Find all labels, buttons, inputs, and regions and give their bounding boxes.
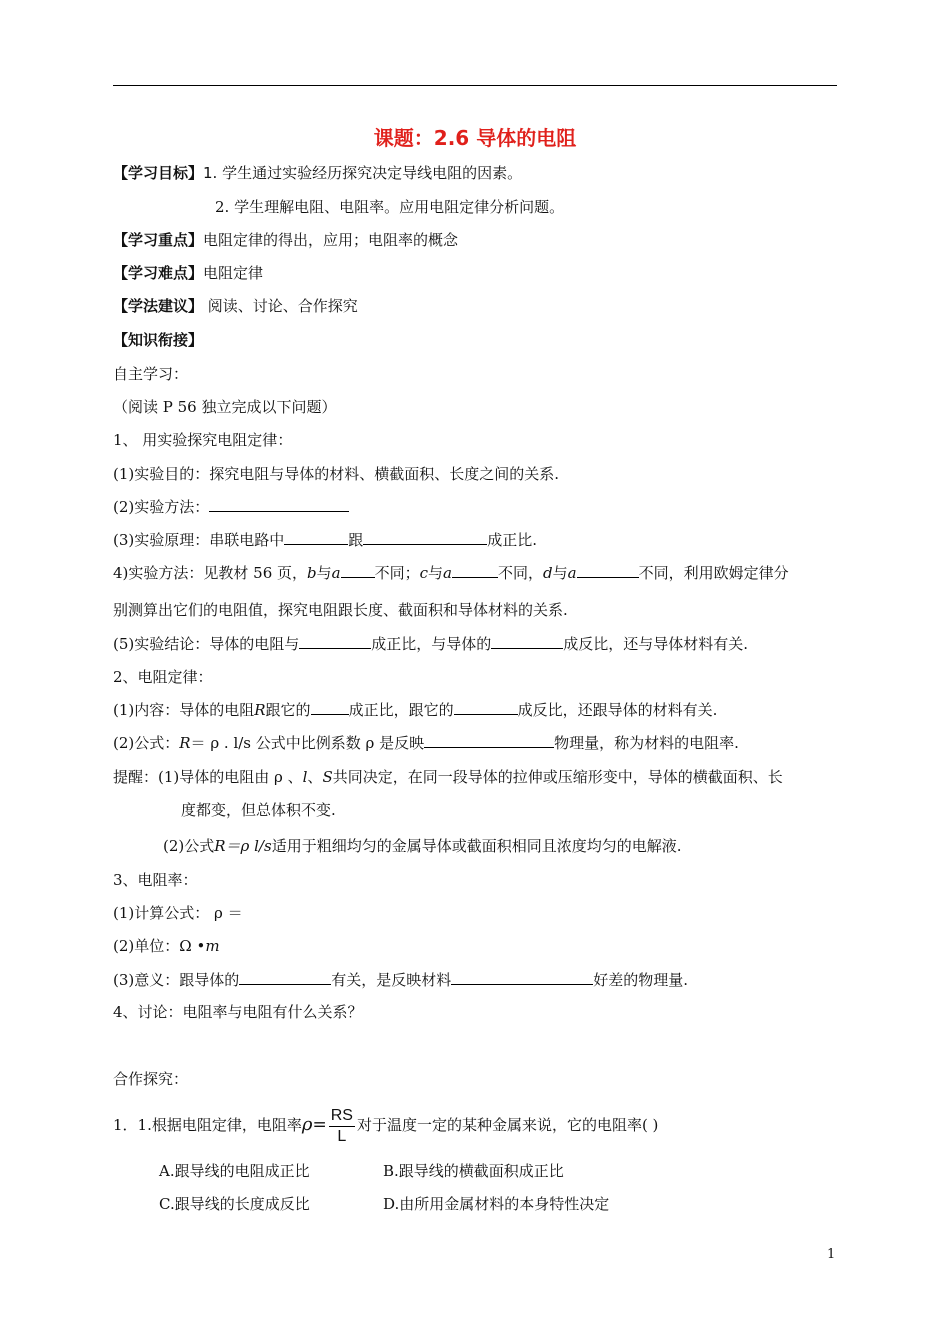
answer-blank[interactable]	[299, 634, 371, 649]
method-text: 阅读、讨论、合作探究	[203, 297, 358, 315]
read-note: （阅读 P 56 独立完成以下问题）	[113, 398, 337, 416]
var-a: a	[331, 564, 341, 582]
answer-blank[interactable]	[341, 563, 375, 578]
option-c[interactable]: C.跟导线的长度成反比	[159, 1195, 310, 1213]
s1-line-1: (1)实验目的：探究电阻与导体的材料、横截面积、长度之间的关系.	[113, 465, 560, 483]
option-b[interactable]: B.跟导线的横截面积成正比	[383, 1162, 564, 1180]
section-1-heading: 1、 用实验探究电阻定律：	[113, 431, 293, 449]
s2-line-2-text-c: 物理量，称为材料的电阻率.	[554, 734, 739, 752]
s1-line-3-text-a: (3)实验原理：串联电路中	[113, 531, 285, 549]
answer-blank[interactable]	[284, 530, 348, 545]
answer-blank[interactable]	[363, 530, 487, 545]
answer-blank[interactable]	[577, 563, 639, 578]
connect-line	[113, 330, 203, 350]
answer-blank[interactable]	[452, 563, 498, 578]
page-number: 1	[827, 1247, 836, 1262]
section-4-heading: 4、讨论：电阻率与电阻有什么关系？	[113, 1003, 363, 1021]
var-l: l	[302, 768, 308, 786]
s2-tip2-text-b: 适用于粗细均匀的金属导体或截面积相同且浓度均匀的电解液.	[271, 837, 682, 855]
s2-line-1-text-a: (1)内容：导体的电阻	[113, 701, 255, 719]
s1-line-4-text-e: 不同，利用欧姆定律分	[638, 564, 789, 582]
s2-tip2-text-a: (2)公式	[163, 837, 215, 855]
s2-tip-sep: 、	[307, 768, 323, 786]
fraction	[329, 1106, 355, 1147]
var-s: S	[322, 768, 333, 786]
answer-blank[interactable]	[491, 634, 563, 649]
s1-line-4-text-a: 4)实验方法：见教材 56 页，	[113, 564, 308, 582]
rho-symbol: ρ	[301, 1114, 313, 1135]
s1-line-4-text-b3: 与	[552, 564, 568, 582]
s2-tip-text-c: 共同决定，在同一段导体的拉伸或压缩形变中，导体的横截面积、长	[332, 768, 783, 786]
var-b: b	[307, 564, 317, 582]
formula: R＝ρ l/s	[214, 837, 272, 855]
unit-m: m	[205, 937, 220, 955]
s1-line-3-text-b: 跟	[348, 531, 364, 549]
goals-line-1	[113, 163, 522, 183]
var-r: R	[254, 701, 266, 719]
method-line	[113, 296, 358, 316]
difficulty-text: 电阻定律	[203, 264, 264, 282]
difficulty-line	[113, 263, 263, 283]
header-rule	[113, 85, 837, 86]
answer-blank[interactable]	[451, 970, 593, 985]
fraction-denominator: L	[337, 1127, 347, 1145]
q1-stem-a: 1．1.根据电阻定律，电阻率	[113, 1116, 302, 1134]
s3-line-3-text-a: (3)意义：跟导体的	[113, 971, 240, 989]
s1-line-5: 别测算出它们的电阻值，探究电阻跟长度、截面积和导体材料的关系.	[113, 601, 568, 619]
var-a: a	[443, 564, 452, 582]
s1-line-6-text-b: 成正比，与导体的	[371, 635, 492, 653]
connect-label: 【知识衔接】	[113, 331, 204, 349]
s2-tip-text-a: 提醒：(1)导体的电阻由 ρ 、	[113, 768, 303, 786]
section-2-heading: 2、电阻定律：	[113, 668, 213, 686]
s2-tip-1-cont: 度都变，但总体积不变.	[181, 801, 336, 819]
s1-line-4	[113, 563, 789, 583]
var-d: d	[543, 564, 553, 582]
s1-line-2	[113, 497, 349, 517]
equals-sign: =	[312, 1115, 327, 1135]
s1-line-3	[113, 530, 537, 550]
option-d[interactable]: D.由所用金属材料的本身特性决定	[383, 1195, 610, 1213]
answer-blank[interactable]	[209, 497, 349, 512]
s2-line-2-text-a: (2)公式：	[113, 734, 180, 752]
s2-line-1-text-c: 成正比，跟它的	[348, 701, 454, 719]
s1-line-4-text-b: 与	[316, 564, 332, 582]
s2-tip-2	[163, 836, 681, 856]
s1-line-2-text: (2)实验方法：	[113, 498, 210, 516]
s3-line-3	[113, 970, 688, 990]
s2-line-1-text-b: 跟它的	[265, 701, 311, 719]
s2-line-2-text-b: ＝ ρ . l/s 公式中比例系数 ρ 是反映	[190, 734, 425, 752]
question-1-stem	[113, 1105, 658, 1145]
s2-line-1	[113, 700, 717, 720]
var-r: R	[179, 734, 191, 752]
answer-blank[interactable]	[311, 700, 349, 715]
s2-line-1-text-d: 成反比，还跟导体的材料有关.	[517, 701, 718, 719]
goals-item-2: 2. 学生理解电阻、电阻率。应用电阻定律分析问题。	[215, 198, 565, 216]
s3-line-2-text: (2)单位：Ω •	[113, 937, 206, 955]
s1-line-3-text-c: 成正比.	[487, 531, 538, 549]
s3-line-2	[113, 936, 220, 956]
keypoints-label: 【学习重点】	[113, 231, 204, 249]
self-study: 自主学习：	[113, 365, 189, 383]
s1-line-6-text-c: 成反比，还与导体材料有关.	[563, 635, 749, 653]
difficulty-label: 【学习难点】	[113, 264, 204, 282]
s1-line-6-text-a: (5)实验结论：导体的电阻与	[113, 635, 300, 653]
var-a: a	[567, 564, 577, 582]
fraction-numerator: RS	[329, 1106, 355, 1127]
goals-line-2	[215, 197, 564, 217]
s2-line-2	[113, 733, 739, 753]
goals-label: 【学习目标】	[113, 164, 204, 182]
s3-line-3-text-b: 有关，是反映材料	[331, 971, 452, 989]
s1-line-4-text-c: 不同；	[374, 564, 420, 582]
s1-line-4-text-d: 不同，	[498, 564, 544, 582]
goals-item-1: 1. 学生通过实验经历探究决定导线电阻的因素。	[203, 164, 523, 182]
answer-blank[interactable]	[424, 733, 554, 748]
var-c: c	[419, 564, 429, 582]
s1-line-4-text-b2: 与	[428, 564, 444, 582]
answer-blank[interactable]	[454, 700, 518, 715]
q1-stem-b: 对于温度一定的某种金属来说，它的电阻率( )	[356, 1116, 659, 1134]
answer-blank[interactable]	[239, 970, 331, 985]
s2-tip-1	[113, 767, 783, 787]
option-a[interactable]: A.跟导线的电阻成正比	[159, 1162, 310, 1180]
coop-heading: 合作探究：	[113, 1070, 189, 1088]
keypoints-text: 电阻定律的得出，应用；电阻率的概念	[203, 231, 459, 249]
s3-line-1: (1)计算公式： ρ ＝	[113, 904, 243, 922]
s3-line-3-text-c: 好差的物理量.	[593, 971, 689, 989]
method-label: 【学法建议】	[113, 297, 204, 315]
keypoints-line	[113, 230, 458, 250]
section-3-heading: 3、电阻率：	[113, 871, 198, 889]
s1-line-6	[113, 634, 748, 654]
page-title: 课题：2.6 导体的电阻	[373, 126, 577, 150]
